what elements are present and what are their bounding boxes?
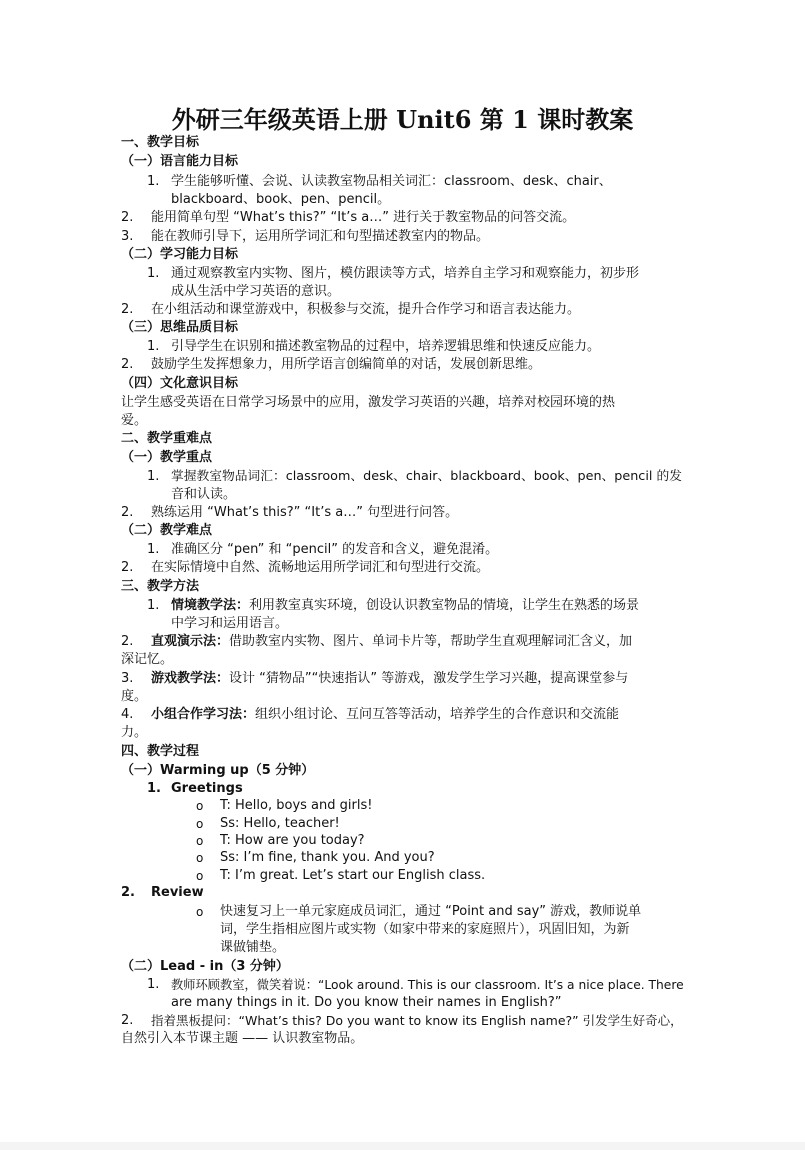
review-text-cont: 课做铺垫。 [220, 940, 286, 955]
greetings-label: Greetings [171, 781, 243, 796]
list-item: 准确区分 “pen” 和 “pencil” 的发音和含义，避免混淆。 [171, 542, 499, 557]
list-item-cont: 深记忆。 [121, 652, 174, 667]
list-number: 1. [147, 598, 160, 613]
list-item-cont: are many things in it. Do you know their names in English?” [171, 995, 562, 1010]
list-number: 3. [121, 671, 134, 686]
method-label: 游戏教学法： [151, 671, 230, 686]
section-heading-key-points: 二、教学重难点 [121, 431, 213, 446]
list-number: 2. [121, 302, 134, 317]
subheading-thinking-quality: （三）思维品质目标 [121, 320, 239, 335]
review-label: Review [151, 885, 204, 900]
subheading-learning-ability: （二）学习能力目标 [121, 247, 239, 262]
list-item [171, 597, 639, 615]
list-number: 1. [147, 469, 160, 484]
list-number: 1. [147, 339, 160, 354]
bullet-marker: o [196, 834, 204, 848]
list-item: 能用简单句型 “What’s this?” “It’s a…” 进行关于教室物品的问答交流。 [151, 210, 576, 225]
list-number: 2. [121, 885, 135, 900]
list-item [151, 706, 619, 724]
method-label: 直观演示法： [151, 634, 230, 649]
subheading-lead-in: （二）Lead - in（3 分钟） [121, 959, 289, 974]
list-number: 2. [121, 1013, 134, 1028]
method-text: 借助教室内实物、图片、单词卡片等，帮助学生直观理解词汇含义，加 [229, 634, 633, 649]
method-text: 设计 “猜物品”“快速指认” 等游戏，激发学生学习兴趣，提高课堂参与 [229, 671, 629, 686]
list-number: 2. [121, 634, 134, 649]
list-item [151, 670, 628, 688]
list-item-cont: 中学习和运用语言。 [171, 616, 289, 631]
list-item-cont: 成从生活中学习英语的意识。 [171, 284, 341, 299]
list-number: 1. [147, 542, 160, 557]
dialogue-line: Ss: Hello, teacher! [220, 816, 340, 831]
method-label: 小组合作学习法： [151, 707, 256, 722]
paragraph-cont: 爱。 [121, 413, 148, 428]
list-item-cont: 自然引入本节课主题 —— 认识教室物品。 [121, 1031, 364, 1046]
section-heading-objectives: 一、教学目标 [121, 135, 200, 150]
list-item: 教师环顾教室，微笑着说：“Look around. This is our classroom. It’s a nice place. There [171, 978, 684, 992]
list-item: 指着黑板提问：“What’s this? Do you want to know its English name?” 引发学生好奇心， [151, 1013, 683, 1028]
list-number: 4. [121, 707, 134, 722]
list-number: 1. [147, 174, 160, 189]
list-item: 学生能够听懂、会说、认读教室物品相关词汇：classroom、desk、chair、 [171, 174, 612, 189]
list-number: 1. [147, 781, 161, 796]
dialogue-line: T: Hello, boys and girls! [220, 798, 373, 813]
list-item [151, 633, 632, 651]
list-item-cont: blackboard、book、pen、pencil。 [171, 192, 391, 207]
list-number: 2. [121, 505, 134, 520]
subheading-language-ability: （一）语言能力目标 [121, 154, 239, 169]
bullet-marker: o [196, 905, 204, 919]
method-text: 组织小组讨论、互问互答等活动，培养学生的合作意识和交流能 [255, 707, 620, 722]
subheading-difficulties: （二）教学难点 [121, 523, 213, 538]
review-text: 快速复习上一单元家庭成员词汇，通过 “Point and say” 游戏，教师说单 [220, 904, 642, 919]
method-label: 情境教学法： [171, 598, 250, 613]
list-item: 鼓励学生发挥想象力，用所学语言创编简单的对话，发展创新思维。 [151, 357, 542, 372]
list-item: 在实际情境中自然、流畅地运用所学词汇和句型进行交流。 [151, 560, 490, 575]
subheading-key-points: （一）教学重点 [121, 450, 213, 465]
dialogue-line: T: I’m great. Let’s start our English class. [220, 868, 486, 883]
subheading-warming-up: （一）Warming up（5 分钟） [121, 763, 315, 778]
list-item-cont: 度。 [121, 689, 148, 704]
section-heading-methods: 三、教学方法 [121, 579, 200, 594]
list-number: 1. [147, 977, 160, 992]
list-item: 能在教师引导下，运用所学词汇和句型描述教室内的物品。 [151, 229, 490, 244]
dialogue-line: Ss: I’m fine, thank you. And you? [220, 850, 435, 865]
list-item-cont: 力。 [121, 725, 148, 740]
list-item: 掌握教室物品词汇：classroom、desk、chair、blackboard、book、pen、pencil 的发 [171, 469, 682, 484]
list-number: 2. [121, 560, 134, 575]
list-item-cont: 音和认读。 [171, 487, 237, 502]
review-text-cont: 词，学生指相应图片或实物（如家中带来的家庭照片），巩固旧知，为新 [220, 922, 630, 937]
dialogue-line: T: How are you today? [220, 833, 365, 848]
list-item: 通过观察教室内实物、图片，模仿跟读等方式，培养自主学习和观察能力，初步形 [171, 266, 640, 281]
page-title: 外研三年级英语上册 Unit6 第 1 课时教案 [171, 105, 634, 134]
section-heading-process: 四、教学过程 [121, 744, 200, 759]
bullet-marker: o [196, 799, 204, 813]
list-number: 1. [147, 266, 160, 281]
bullet-marker: o [196, 817, 204, 831]
list-item: 在小组活动和课堂游戏中，积极参与交流，提升合作学习和语言表达能力。 [151, 302, 581, 317]
bullet-marker: o [196, 851, 204, 865]
subheading-cultural-awareness: （四）文化意识目标 [121, 376, 239, 391]
list-number: 2. [121, 210, 134, 225]
bullet-marker: o [196, 869, 204, 883]
list-number: 3. [121, 229, 134, 244]
list-number: 2. [121, 357, 134, 372]
method-text: 利用教室真实环境，创设认识教室物品的情境，让学生在熟悉的场景 [249, 598, 640, 613]
list-item: 熟练运用 “What’s this?” “It’s a…” 句型进行问答。 [151, 505, 459, 520]
list-item: 引导学生在识别和描述教室物品的过程中，培养逻辑思维和快速反应能力。 [171, 339, 601, 354]
paragraph: 让学生感受英语在日常学习场景中的应用，激发学习英语的兴趣，培养对校园环境的热 [121, 395, 616, 410]
